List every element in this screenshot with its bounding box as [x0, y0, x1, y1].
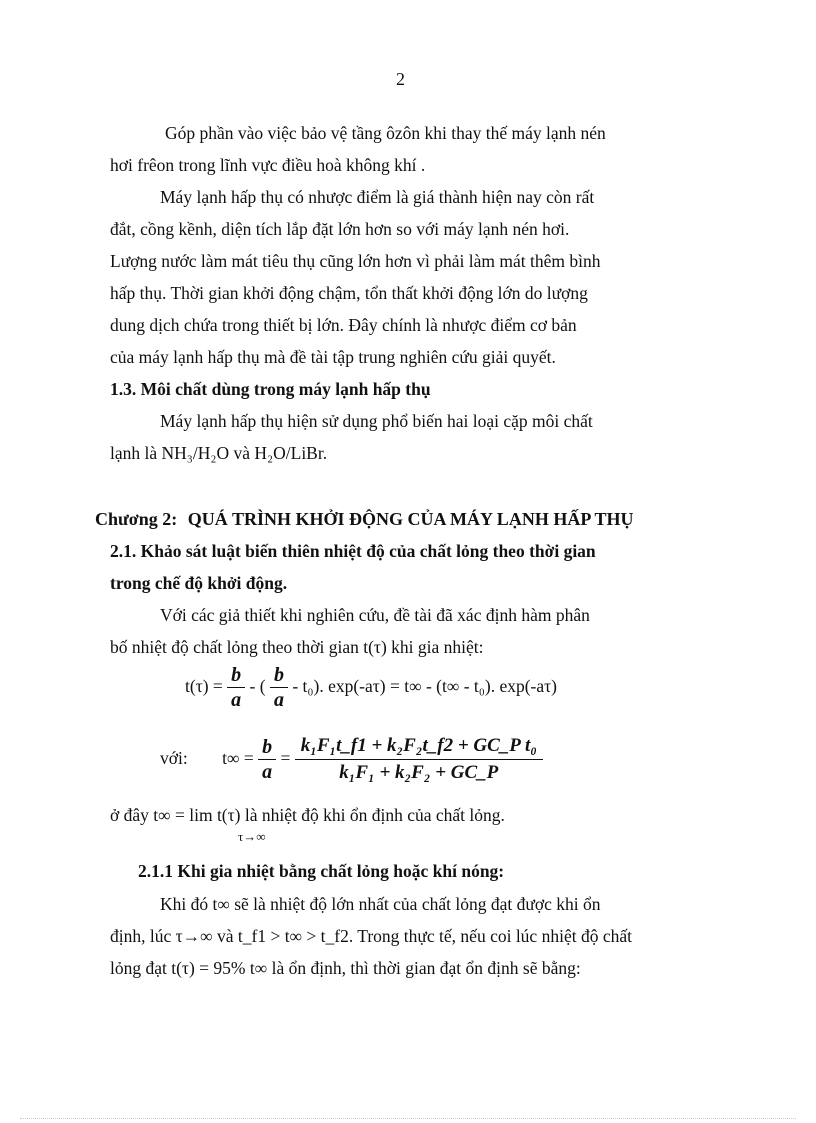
para5-limit-subscript: τ→∞: [238, 829, 266, 844]
para3-line2: lạnh là NH₃/H₂O và H₂O/LiBr.: [110, 443, 328, 463]
para5-limit-line: ở đây t∞ = lim t(τ) là nhiệt độ khi ổn định của chất lỏng.: [110, 805, 505, 825]
para2-line3: Lượng nước làm mát tiêu thụ cũng lớn hơn vì phải làm mát thêm bình: [110, 251, 601, 271]
formula2-label: với:: [160, 748, 188, 768]
para2-line4: hấp thụ. Thời gian khởi động chậm, tổn thất khởi động lớn do lượng: [110, 283, 588, 303]
formula2-big-fraction: $\frac{\text{k₁F₁t\_f1 + k₂F₂t\_f2 + GC\_P t₀}}{\text{k₁F₁ + k₂F₂ + GC\_P}}$: [295, 733, 543, 786]
formula1-fraction-b-a: $\frac{b}{a}$: [227, 663, 245, 712]
para4-line2: bố nhiệt độ chất lỏng theo thời gian t(τ) khi gia nhiệt:: [110, 637, 484, 657]
section-1-3-heading: 1.3. Môi chất dùng trong máy lạnh hấp thụ: [110, 379, 431, 399]
para4-line1: Với các giả thiết khi nghiên cứu, đề tài đã xác định hàm phân: [160, 605, 590, 625]
chapter-2-heading: [95, 508, 634, 530]
section-2-1-line2: trong chế độ khởi động.: [110, 573, 288, 593]
para2-line2: đắt, cồng kềnh, diện tích lắp đặt lớn hơn so với máy lạnh nén hơi.: [110, 219, 570, 239]
section-2-1-line1: 2.1. Khảo sát luật biến thiên nhiệt độ của chất lỏng theo thời gian: [110, 541, 596, 561]
para1-line1: Góp phần vào việc bảo vệ tầng ôzôn khi thay thế máy lạnh nén: [165, 123, 606, 143]
formula1-mid1: - (: [249, 676, 266, 696]
formula1-mid2: - t₀). exp(-aτ) = t∞ - (t∞ - t₀). exp(-aτ): [292, 676, 557, 696]
formula-temperature-function: [185, 660, 557, 712]
formula1-lhs: t(τ) =: [185, 676, 223, 696]
para2-line6: của máy lạnh hấp thụ mà đề tài tập trung nghiên cứu giải quyết.: [110, 347, 556, 367]
page-bottom-divider: [20, 1118, 796, 1119]
formula1-fraction-b-a-2: $\frac{b}{a}$: [270, 663, 288, 712]
para2-line5: dung dịch chứa trong thiết bị lớn. Đây chính là nhược điểm cơ bản: [110, 315, 577, 335]
formula2-fraction-b-a: $\frac{b}{a}$: [258, 735, 276, 784]
para2-line1: Máy lạnh hấp thụ có nhược điểm là giá thành hiện nay còn rất: [160, 187, 595, 207]
para6-line2: định, lúc τ→∞ và t_f1 > t∞ > t_f2. Trong thực tế, nếu coi lúc nhiệt độ chất: [110, 926, 632, 946]
para1-line2: hơi frêon trong lĩnh vực điều hoà không khí .: [110, 155, 426, 175]
page-number: 2: [396, 69, 405, 89]
chapter-title: QUÁ TRÌNH KHỞI ĐỘNG CỦA MÁY LẠNH HẤP THỤ: [187, 509, 634, 529]
para3-line1: Máy lạnh hấp thụ hiện sử dụng phổ biến hai loại cặp môi chất: [160, 411, 593, 431]
section-2-1-1-heading: 2.1.1 Khi gia nhiệt bằng chất lỏng hoặc khí nóng:: [138, 861, 505, 881]
formula2-eq: =: [280, 748, 291, 768]
para6-line1: Khi đó t∞ sẽ là nhiệt độ lớn nhất của chất lỏng đạt được khi ổn: [160, 894, 601, 914]
para6-line3: lỏng đạt t(τ) = 95% t∞ là ổn định, thì thời gian đạt ổn định sẽ bằng:: [110, 958, 581, 978]
formula2-lhs: t∞ =: [222, 748, 254, 768]
formula-steady-temperature: [160, 730, 543, 786]
chapter-label: Chương 2:: [95, 509, 178, 529]
